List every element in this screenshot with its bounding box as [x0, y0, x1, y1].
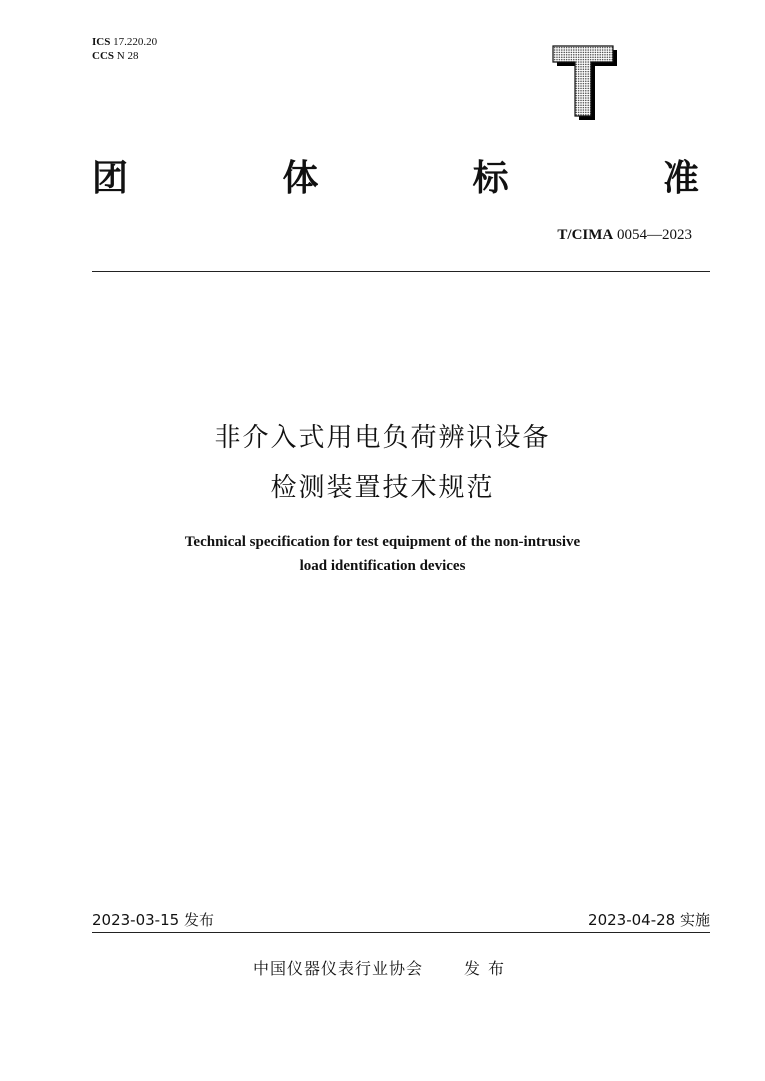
standard-number — [557, 227, 692, 244]
ccs-line — [92, 49, 157, 63]
ics-line — [92, 35, 157, 49]
ccs-value: N 28 — [116, 50, 139, 62]
english-title-line-1: Technical specification for test equipment of the non-intrusive — [184, 534, 581, 550]
chinese-title-line-1: 非介入式用电负荷辨识设备 — [214, 423, 551, 453]
implement-date: 2023-04-28 实施 — [588, 911, 710, 929]
publisher-org: 中国仪器仪表行业协会 — [252, 959, 423, 978]
english-title-line-2: load identification devices — [299, 558, 466, 574]
document-category-title — [92, 150, 699, 200]
top-divider — [92, 271, 710, 272]
category-char-1: 团 — [92, 157, 129, 199]
category-char-4: 准 — [662, 157, 699, 199]
classification-block — [92, 35, 157, 63]
ics-value: 17.220.20 — [113, 36, 158, 48]
publisher-action: 发布 — [464, 959, 513, 978]
publish-date: 2023-03-15 发布 — [92, 911, 214, 929]
ics-key: ICS — [92, 36, 111, 48]
chinese-title-line-2: 检测装置技术规范 — [270, 473, 495, 503]
standard-number-value: 0054—2023 — [617, 227, 692, 243]
t-logo-icon — [551, 44, 619, 122]
publisher-line — [0, 956, 765, 979]
bottom-divider — [92, 932, 710, 933]
ccs-key: CCS — [92, 50, 115, 62]
standard-prefix: T/CIMA — [557, 227, 614, 243]
category-char-2: 体 — [282, 157, 319, 199]
category-char-3: 标 — [472, 157, 509, 199]
